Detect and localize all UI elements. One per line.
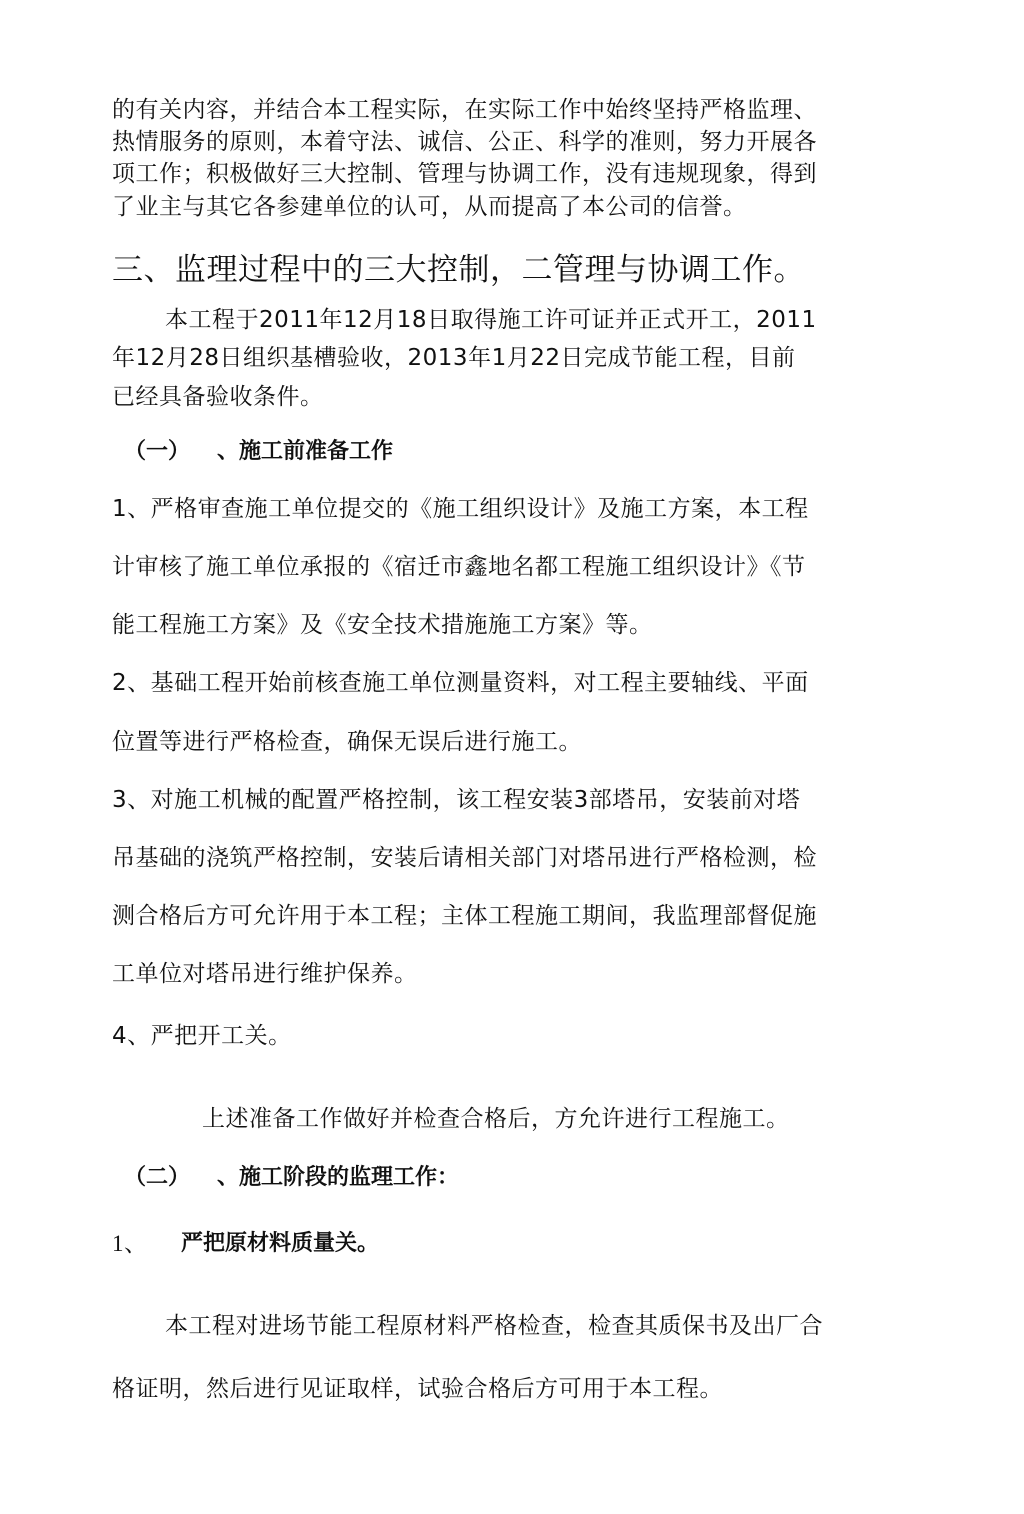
item3-line-2: 吊基础的浇筑严格控制，安装后请相关部门对塔吊进行严格检测，检 bbox=[112, 845, 817, 871]
part2-para-line-1: 本工程对进场节能工程原材料严格检查，检查其质保书及出厂合 bbox=[165, 1313, 823, 1339]
intro-line-1: 的有关内容，并结合本工程实际，在实际工作中始终坚持严格监理、 bbox=[112, 97, 817, 123]
part2-item1-title: 严把原材料质量关。 bbox=[181, 1231, 380, 1256]
item1-line-3: 能工程施工方案》及《安全技术措施施工方案》等。 bbox=[112, 612, 653, 638]
section3-para-line-1: 本工程于2011年12月18日取得施工许可证并正式开工，2011 bbox=[165, 307, 817, 333]
subsection-2-mark: （二） bbox=[124, 1165, 191, 1190]
item3-line-1: 3、对施工机械的配置严格控制，该工程安装3部塔吊，安装前对塔 bbox=[112, 787, 801, 813]
item3-line-4: 工单位对塔吊进行维护保养。 bbox=[112, 961, 418, 987]
item1-line-1: 1、严格审查施工单位提交的《施工组织设计》及施工方案，本工程 bbox=[112, 496, 809, 522]
subsection-2-title: 、施工阶段的监理工作： bbox=[217, 1165, 460, 1190]
part1-summary: 上述准备工作做好并检查合格后，方允许进行工程施工。 bbox=[202, 1106, 790, 1132]
item3-line-3: 测合格后方可允许用于本工程；主体工程施工期间，我监理部督促施 bbox=[112, 903, 817, 929]
section3-para-line-3: 已经具备验收条件。 bbox=[112, 384, 324, 410]
item2-line-1: 2、基础工程开始前核查施工单位测量资料，对工程主要轴线、平面 bbox=[112, 670, 809, 696]
section-heading: 三、监理过程中的三大控制，二管理与协调工作。 bbox=[112, 252, 805, 288]
intro-line-4: 了业主与其它各参建单位的认可，从而提高了本公司的信誉。 bbox=[112, 194, 747, 220]
section3-para-line-2: 年12月28日组织基槽验收，2013年1月22日完成节能工程，目前 bbox=[112, 345, 796, 371]
subsection-1-title: 、施工前准备工作 bbox=[217, 439, 394, 464]
item4-line: 4、严把开工关。 bbox=[112, 1023, 292, 1049]
item2-line-2: 位置等进行严格检查，确保无误后进行施工。 bbox=[112, 729, 582, 755]
part2-para-line-2: 格证明，然后进行见证取样，试验合格后方可用于本工程。 bbox=[112, 1376, 723, 1402]
part2-item1-number: 1、 bbox=[112, 1231, 148, 1256]
item1-line-2: 计审核了施工单位承报的《宿迁市鑫地名都工程施工组织设计》《节 bbox=[112, 554, 806, 580]
subsection-1-mark: （一） bbox=[124, 439, 191, 464]
intro-line-2: 热情服务的原则，本着守法、诚信、公正、科学的准则，努力开展各 bbox=[112, 129, 817, 155]
intro-line-3: 项工作；积极做好三大控制、管理与协调工作，没有违规现象，得到 bbox=[112, 161, 817, 187]
